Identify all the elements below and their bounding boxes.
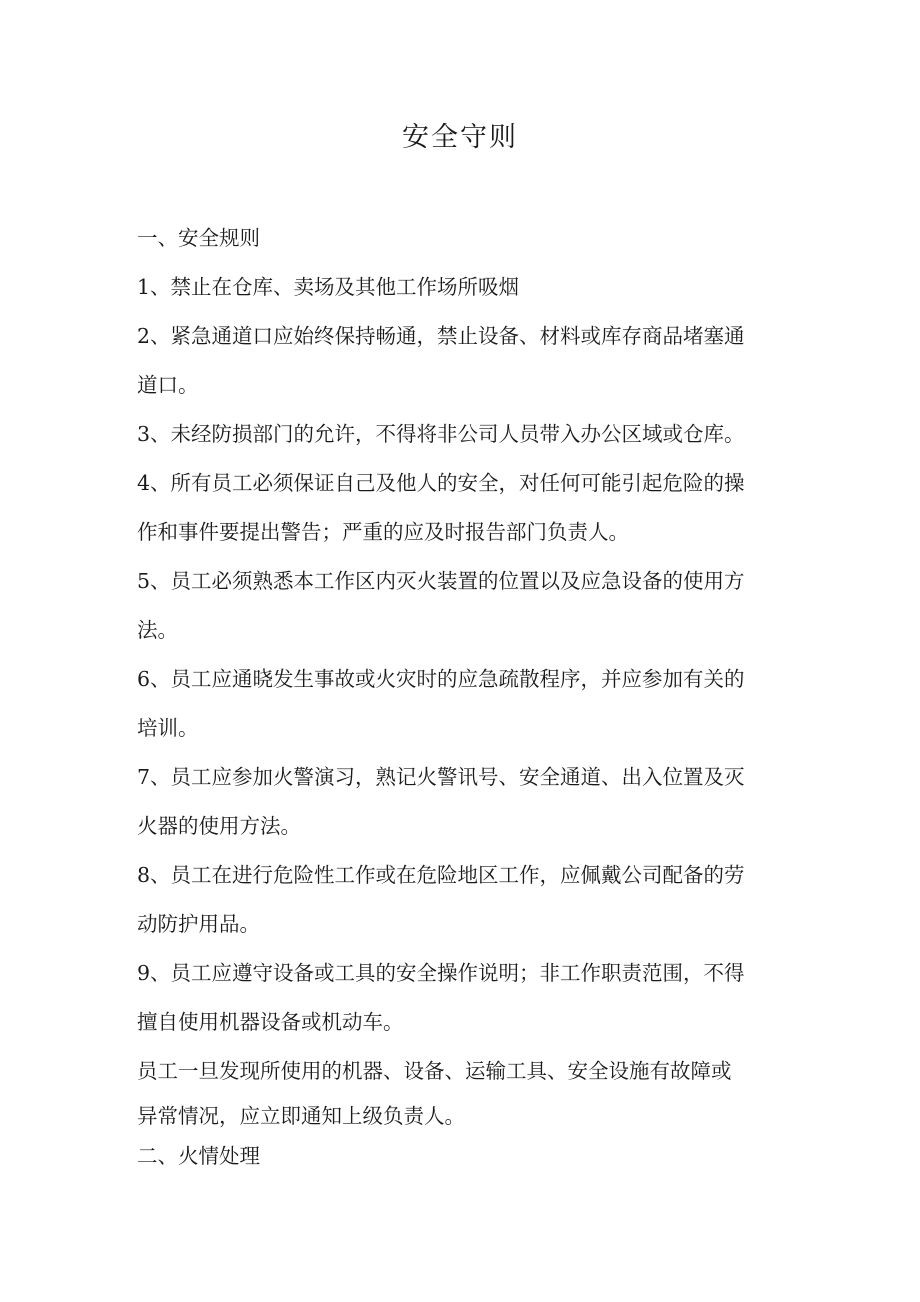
rule-2-line: 2、紧急通道口应始终保持畅通，禁止设备、材料或库存商品堵塞通 bbox=[137, 324, 745, 348]
rule-8-line: 8、员工在进行危险性工作或在危险地区工作，应佩戴公司配备的劳 bbox=[137, 863, 745, 887]
rule-3-line: 3、未经防损部门的允许，不得将非公司人员带入办公区域或仓库。 bbox=[137, 422, 745, 446]
rule-1-line: 1、禁止在仓库、卖场及其他工作场所吸烟 bbox=[137, 275, 520, 299]
rule-7-line-continued: 火器的使用方法。 bbox=[137, 814, 301, 838]
document-title: 安全守则 bbox=[402, 122, 518, 153]
rule-4-line-continued: 作和事件要提出警告；严重的应及时报告部门负责人。 bbox=[137, 520, 629, 544]
rule-8-line-continued: 动防护用品。 bbox=[137, 912, 260, 936]
rule-4-line: 4、所有员工必须保证自己及他人的安全，对任何可能引起危险的操 bbox=[137, 471, 745, 495]
section-heading-fire-handling: 二、火情处理 bbox=[137, 1144, 260, 1168]
rule-7-line: 7、员工应参加火警演习，熟记火警讯号、安全通道、出入位置及灭 bbox=[137, 765, 745, 789]
fault-report-line-continued: 异常情况，应立即通知上级负责人。 bbox=[137, 1104, 465, 1128]
rule-9-line: 9、员工应遵守设备或工具的安全操作说明；非工作职责范围，不得 bbox=[137, 961, 745, 985]
rule-5-line-continued: 法。 bbox=[137, 618, 178, 642]
rule-5-line: 5、员工必须熟悉本工作区内灭火装置的位置以及应急设备的使用方 bbox=[137, 569, 745, 593]
fault-report-line: 员工一旦发现所使用的机器、设备、运输工具、安全设施有故障或 bbox=[137, 1059, 732, 1083]
rule-9-line-continued: 擅自使用机器设备或机动车。 bbox=[137, 1010, 404, 1034]
rule-6-line-continued: 培训。 bbox=[137, 716, 199, 740]
document-body bbox=[137, 214, 787, 1176]
rule-2-line-continued: 道口。 bbox=[137, 373, 199, 397]
section-heading-safety-rules: 一、安全规则 bbox=[137, 226, 260, 250]
rule-6-line: 6、员工应通晓发生事故或火灾时的应急疏散程序，并应参加有关的 bbox=[137, 667, 745, 691]
